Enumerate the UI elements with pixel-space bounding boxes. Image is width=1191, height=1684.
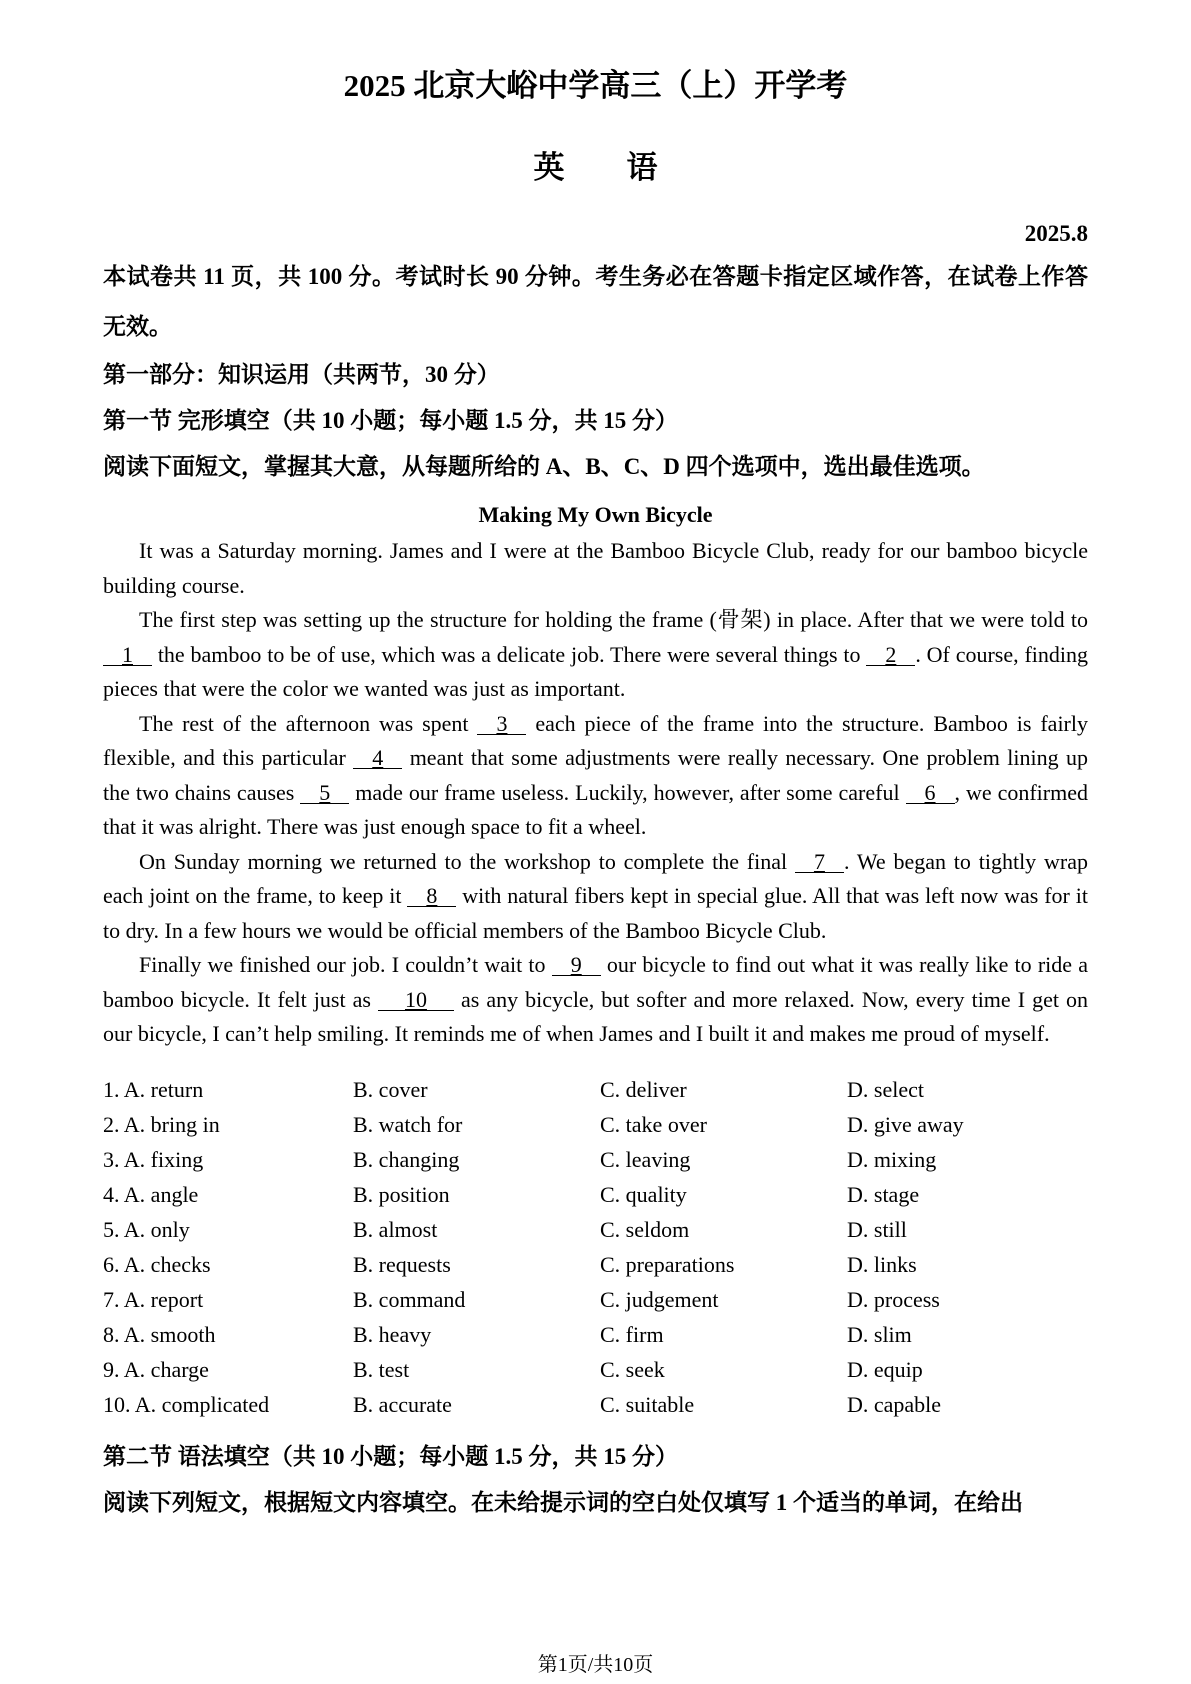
question-number-and-option-a: 2. A. bring in bbox=[103, 1111, 220, 1137]
question-row-4 bbox=[103, 1177, 1088, 1212]
part1-heading: 第一部分：知识运用（共两节，30 分） bbox=[103, 362, 500, 387]
option-d: D. slim bbox=[847, 1321, 912, 1347]
option-d: D. give away bbox=[847, 1111, 964, 1137]
option-d: D. stage bbox=[847, 1181, 920, 1207]
option-c: C. take over bbox=[600, 1111, 707, 1137]
question-number-and-option-a: 5. A. only bbox=[103, 1216, 190, 1242]
page-number-footer: 第1页/共10页 bbox=[537, 1654, 654, 1676]
option-b: B. almost bbox=[353, 1216, 438, 1242]
question-row-8 bbox=[103, 1317, 1088, 1352]
option-d: D. select bbox=[847, 1076, 924, 1102]
question-row-5 bbox=[103, 1212, 1088, 1247]
option-c: C. deliver bbox=[600, 1076, 687, 1102]
question-row-1 bbox=[103, 1072, 1088, 1107]
question-number-and-option-a: 9. A. charge bbox=[103, 1356, 209, 1382]
option-c: C. quality bbox=[600, 1181, 687, 1207]
cloze-blank-4: 4 bbox=[353, 748, 402, 769]
cloze-blank-8: 8 bbox=[407, 886, 456, 907]
question-number-and-option-a: 4. A. angle bbox=[103, 1181, 199, 1207]
question-number-and-option-a: 1. A. return bbox=[103, 1076, 204, 1102]
cloze-options-list bbox=[103, 1072, 1088, 1422]
section2-heading: 第二节 语法填空（共 10 小题；每小题 1.5 分，共 15 分） bbox=[103, 1443, 678, 1469]
option-c: C. firm bbox=[600, 1321, 664, 1347]
cloze-blank-5: 5 bbox=[300, 783, 349, 804]
cloze-blank-1: 1 bbox=[103, 645, 152, 666]
option-c: C. judgement bbox=[600, 1286, 719, 1312]
option-d: D. mixing bbox=[847, 1146, 937, 1172]
exam-date: 2025.8 bbox=[1024, 221, 1088, 246]
option-b: B. changing bbox=[353, 1146, 460, 1172]
section2-instruction: 阅读下列短文，根据短文内容填空。在未给提示词的空白处仅填写 1 个适当的单词，在给出 bbox=[103, 1489, 1023, 1515]
passage-paragraph: The rest of the afternoon was spent 3 each piece of the frame into the structure. Bamboo is fairly flexible, and this particular 4 meant that some adjustments were really necessary. One problem lining up the two chains causes 5 made our frame useless. Luckily, however, after some careful 6 , we confirmed that it was alright. There was just enough space to fit a wheel. bbox=[103, 710, 1088, 839]
option-b: B. position bbox=[353, 1181, 450, 1207]
passage-paragraph: On Sunday morning we returned to the workshop to complete the final 7 . We began to tightly wrap each joint on the frame, to keep it 8 with natural fibers kept in special glue. All that was left now was for it to dry. In a few hours we would be official members of the Bamboo Bicycle Club. bbox=[103, 848, 1089, 943]
exam-title: 2025 北京大峪中学高三（上）开学考 bbox=[343, 68, 848, 103]
option-b: B. requests bbox=[353, 1251, 451, 1277]
passage-paragraph: It was a Saturday morning. James and I were at the Bamboo Bicycle Club, ready for our bamboo bicycle building course. bbox=[103, 538, 1088, 598]
cloze-blank-6: 6 bbox=[906, 783, 955, 804]
option-c: C. leaving bbox=[600, 1146, 691, 1172]
cloze-blank-9: 9 bbox=[552, 955, 601, 976]
option-d: D. capable bbox=[847, 1391, 942, 1417]
cloze-blank-7: 7 bbox=[795, 852, 844, 873]
question-number-and-option-a: 8. A. smooth bbox=[103, 1321, 216, 1347]
cloze-blank-2: 2 bbox=[866, 645, 915, 666]
question-row-3 bbox=[103, 1142, 1088, 1177]
exam-notice: 本试卷共 11 页，共 100 分。考试时长 90 分钟。考生务必在答题卡指定区域作答，在试卷上作答无效。 bbox=[103, 264, 1088, 339]
question-row-9 bbox=[103, 1352, 1088, 1387]
passage-paragraph: Finally we finished our job. I couldn’t wait to 9 our bicycle to find out what it was really like to ride a bamboo bicycle. It felt just as 10 as any bicycle, but softer and more relaxed. Now, every time I get on our bicycle, I can’t help smiling. It reminds me of when James and I built it and makes me proud of myself. bbox=[103, 952, 1088, 1046]
cloze-passage bbox=[103, 534, 1088, 1052]
section1-instruction: 阅读下面短文，掌握其大意，从每题所给的 A、B、C、D 四个选项中，选出最佳选项。 bbox=[103, 454, 985, 479]
cloze-blank-10: 10 bbox=[378, 990, 454, 1011]
option-d: D. links bbox=[847, 1251, 917, 1277]
question-number-and-option-a: 10. A. complicated bbox=[103, 1391, 270, 1417]
option-c: C. seldom bbox=[600, 1216, 690, 1242]
option-b: B. cover bbox=[353, 1076, 428, 1102]
option-c: C. suitable bbox=[600, 1391, 695, 1417]
question-row-7 bbox=[103, 1282, 1088, 1317]
question-row-6 bbox=[103, 1247, 1088, 1282]
option-d: D. process bbox=[847, 1286, 940, 1312]
option-c: C. seek bbox=[600, 1356, 665, 1382]
question-row-10 bbox=[103, 1387, 1088, 1422]
question-number-and-option-a: 6. A. checks bbox=[103, 1251, 211, 1277]
option-b: B. test bbox=[353, 1356, 410, 1382]
cloze-blank-3: 3 bbox=[477, 714, 526, 735]
question-row-2 bbox=[103, 1107, 1088, 1142]
option-b: B. watch for bbox=[353, 1111, 463, 1137]
section1-heading: 第一节 完形填空（共 10 小题；每小题 1.5 分，共 15 分） bbox=[103, 408, 678, 433]
option-b: B. heavy bbox=[353, 1321, 432, 1347]
option-d: D. still bbox=[847, 1216, 907, 1242]
option-b: B. accurate bbox=[353, 1391, 452, 1417]
passage-title: Making My Own Bicycle bbox=[478, 502, 713, 527]
section2 bbox=[103, 1434, 1088, 1526]
option-c: C. preparations bbox=[600, 1251, 735, 1277]
option-b: B. command bbox=[353, 1286, 466, 1312]
passage-paragraph: The first step was setting up the structure for holding the frame (骨架) in place. After that we were told to 1 the bamboo to be of use, which was a delicate job. There were several things to 2 . Of course, finding pieces that were the color we wanted was just as important. bbox=[103, 607, 1088, 701]
exam-subject-title: 英 语 bbox=[533, 150, 658, 185]
question-number-and-option-a: 7. A. report bbox=[103, 1286, 204, 1312]
question-number-and-option-a: 3. A. fixing bbox=[103, 1146, 204, 1172]
option-d: D. equip bbox=[847, 1356, 923, 1382]
